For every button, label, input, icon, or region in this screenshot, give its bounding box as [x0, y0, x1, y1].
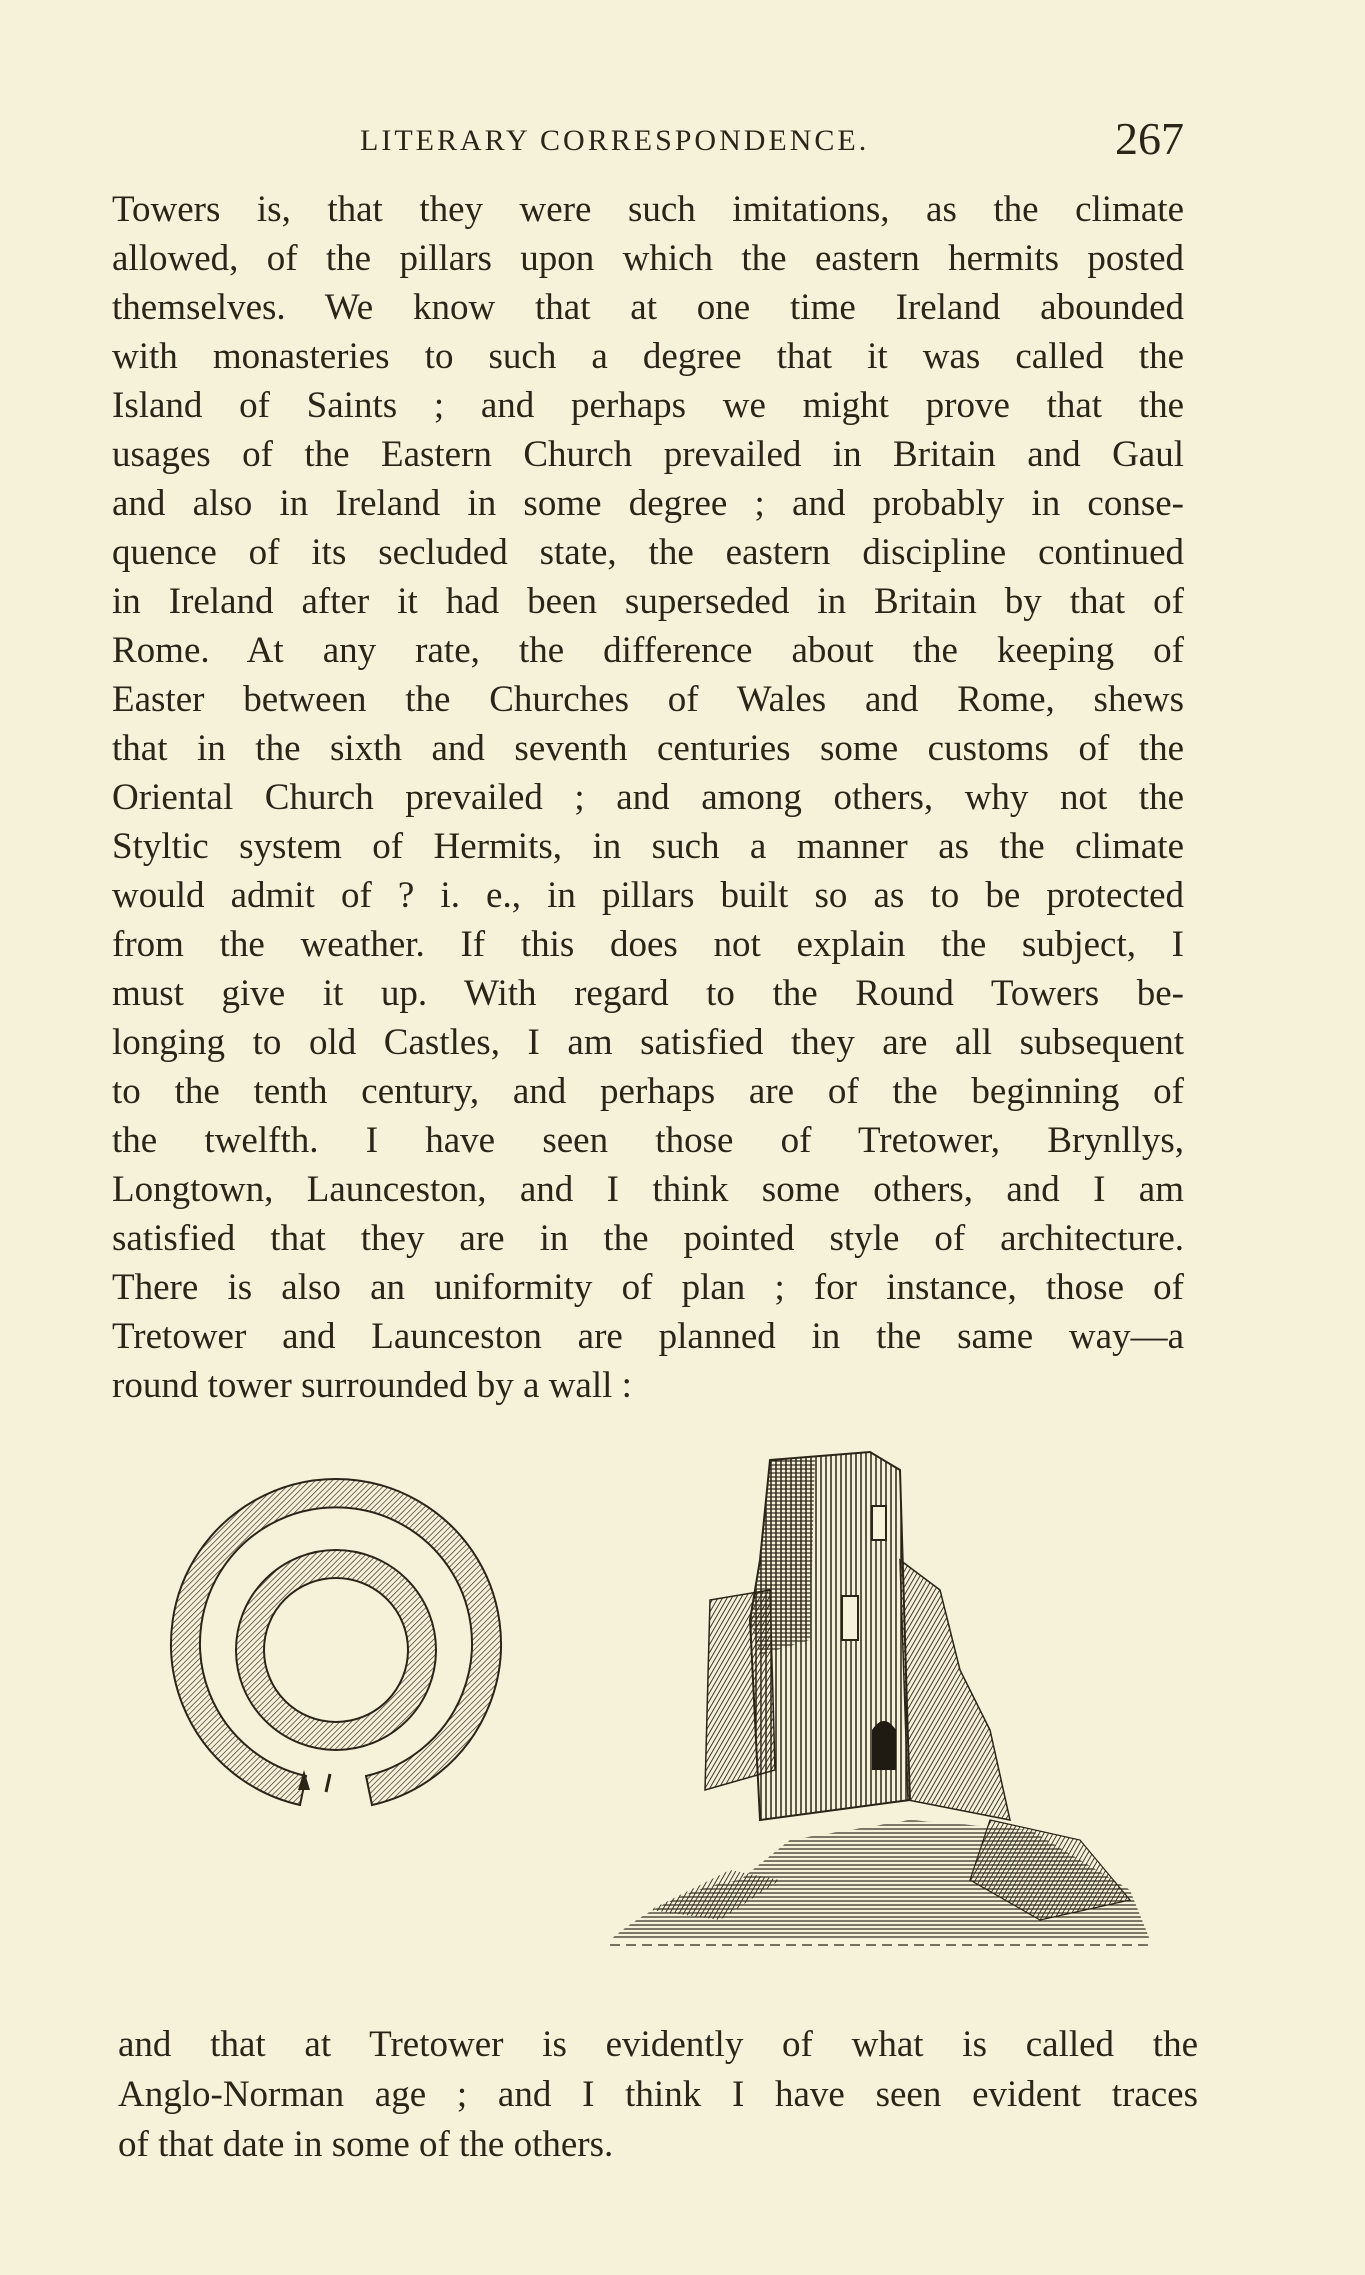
text-line: Longtown, Launceston, and I think some others, and I am: [112, 1169, 1184, 1210]
running-title: LITERARY CORRESPONDENCE.: [360, 124, 870, 157]
text-line: to the tenth century, and perhaps are of the beginning of: [112, 1071, 1184, 1112]
text-line: in Ireland after it had been superseded in Britain by that of: [112, 581, 1184, 622]
running-head: [112, 112, 1184, 172]
text-line: the twelfth. I have seen those of Tretower, Brynllys,: [112, 1120, 1184, 1161]
text-line: There is also an uniformity of plan ; for instance, those of: [112, 1267, 1184, 1308]
text-line: and also in Ireland in some degree ; and probably in conse-: [112, 483, 1184, 524]
text-line: themselves. We know that at one time Ireland abounded: [112, 287, 1184, 328]
closing-paragraph: [118, 2020, 1198, 2170]
text-line: usages of the Eastern Church prevailed in Britain and Gaul: [112, 434, 1184, 475]
text-line: Island of Saints ; and perhaps we might prove that the: [112, 385, 1184, 426]
page-number: 267: [1115, 113, 1184, 164]
text-line: of that date in some of the others.: [118, 2124, 614, 2165]
body-paragraph: [112, 185, 1184, 1410]
text-line: Anglo-Norman age ; and I think I have seen evident traces: [118, 2074, 1198, 2115]
text-line: quence of its secluded state, the eastern discipline continued: [112, 532, 1184, 573]
doorway: [872, 1721, 896, 1770]
gap-mark: [326, 1774, 330, 1792]
text-line: Towers is, that they were such imitations, as the climate: [112, 189, 1184, 230]
window-middle: [842, 1596, 858, 1640]
text-line: would admit of ? i. e., in pillars built so as to be protected: [112, 875, 1184, 916]
text-line: round tower surrounded by a wall :: [112, 1365, 632, 1406]
window-upper: [872, 1506, 886, 1540]
text-line: Rome. At any rate, the difference about the keeping of: [112, 630, 1184, 671]
text-line: from the weather. If this does not explain the subject, I: [112, 924, 1184, 965]
rubble-right: [900, 1560, 1010, 1820]
text-line: Oriental Church prevailed ; and among others, why not the: [112, 777, 1184, 818]
text-line: with monasteries to such a degree that it was called the: [112, 336, 1184, 377]
text-line: longing to old Castles, I am satisfied they are all subsequent: [112, 1022, 1184, 1063]
illustrations: [0, 1440, 1365, 1960]
text-line: Easter between the Churches of Wales and Rome, shews: [112, 679, 1184, 720]
ground-plan-figure: [150, 1470, 520, 1840]
text-line: allowed, of the pillars upon which the eastern hermits posted: [112, 238, 1184, 279]
text-line: and that at Tretower is evidently of what is called the: [118, 2024, 1198, 2065]
text-line: Styltic system of Hermits, in such a manner as the climate: [112, 826, 1184, 867]
text-line: satisfied that they are in the pointed style of architecture.: [112, 1218, 1184, 1259]
inner-tower-ring: [236, 1550, 436, 1750]
text-line: that in the sixth and seventh centuries some customs of the: [112, 728, 1184, 769]
text-line: must give it up. With regard to the Round Towers be-: [112, 973, 1184, 1014]
tower-ruin-engraving: [610, 1440, 1150, 1960]
wall-buttress: [705, 1590, 775, 1790]
text-line: Tretower and Launceston are planned in the same way—a: [112, 1316, 1184, 1357]
